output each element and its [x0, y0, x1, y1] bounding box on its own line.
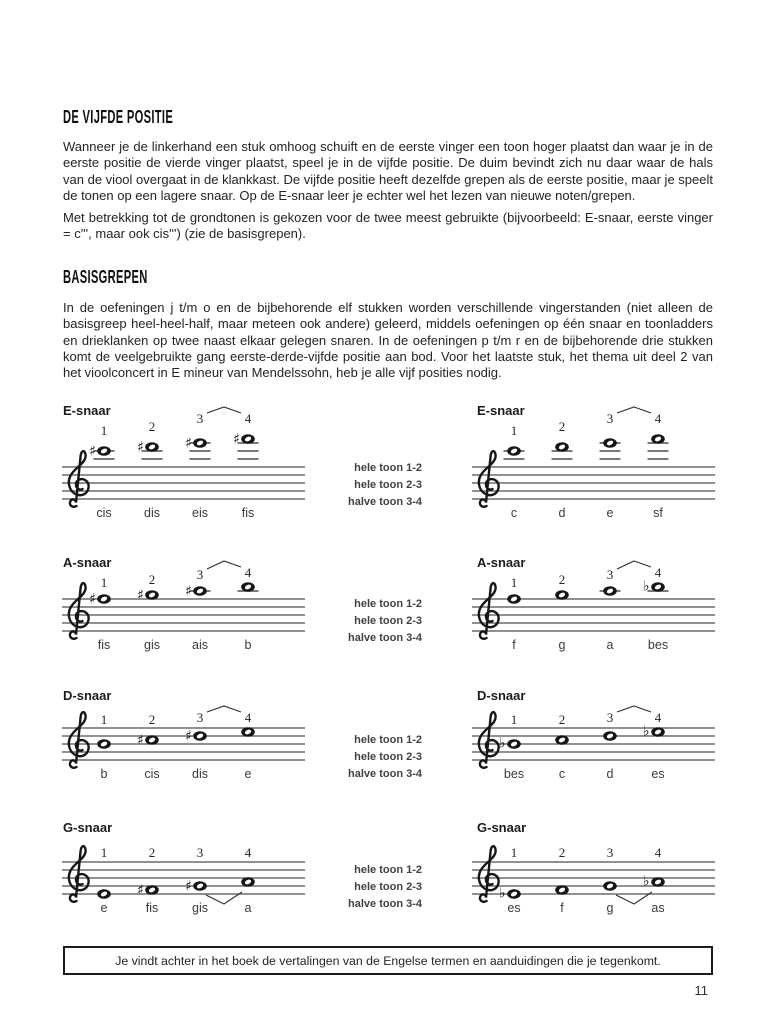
- finger-number: 2: [148, 712, 156, 727]
- paragraph-vijfde-positie-2: Met betrekking tot de grondtonen is gekozen voor de twee meest gebruikte (bijvoorbeeld: E-snaar, eerste vinger = c''', maar ook cis''') (zie de basisgrepen).: [63, 210, 713, 242]
- staff-a-snaar-right: [470, 537, 720, 661]
- note-name: c: [510, 506, 518, 520]
- interval-label-3: halve toon 3-4: [348, 632, 422, 644]
- interval-label-1: hele toon 1-2: [354, 734, 422, 746]
- halftone-marker: [207, 407, 241, 413]
- note-name: cis: [144, 767, 160, 781]
- note-name: g: [558, 638, 566, 652]
- sharp-icon: ♯: [137, 732, 144, 749]
- flat-icon: ♭: [499, 735, 506, 752]
- note-name: g: [606, 901, 614, 915]
- note-name: a: [244, 901, 252, 915]
- finger-number: 2: [148, 572, 156, 587]
- sharp-icon: ♯: [137, 882, 144, 899]
- note-name: es: [507, 901, 521, 915]
- notation-row-e-snaar: [60, 405, 722, 529]
- paragraph-vijfde-positie-1: Wanneer je de linkerhand een stuk omhoog schuift en de eerste vinger een toon hoger plaatst dan waar je in de eerste positie de vierde vinger plaatst, speel je in de vijfde positie. De duim bevindt zich nu daar waar de hals van de viool overgaat in de klankkast. De vijfde positie heeft dezelfde grepen als de eerste positie, maar je speelt de tonen op een lagere snaar. Op de E-snaar leer je echter wel het lezen van nieuwe noten/grepen.: [63, 139, 713, 203]
- staff-g-snaar-right: [470, 800, 720, 924]
- finger-number: 4: [244, 710, 252, 725]
- finger-number: 3: [196, 411, 204, 426]
- note-name: fis: [145, 901, 159, 915]
- finger-number: 1: [100, 712, 108, 727]
- flat-icon: ♭: [499, 885, 506, 902]
- translation-note-text: Je vindt achter in het boek de vertalingen van de Engelse termen en aanduidingen die je tegenkomt.: [115, 953, 661, 968]
- interval-labels: [338, 596, 422, 647]
- finger-number: 4: [654, 845, 662, 860]
- string-label-a-left: A-snaar: [63, 555, 112, 570]
- flat-icon: ♭: [643, 873, 650, 890]
- notation-row-a-snaar: [60, 537, 722, 661]
- finger-number: 1: [510, 712, 518, 727]
- paragraph-basisgrepen-1: In de oefeningen j t/m o en de bijbehorende elf stukken worden verschillende vingerstanden (niet alleen de basisgreep heel-heel-half, maar meteen ook andere) geleerd, middels oefeningen op één snaar en toonladders en drieklanken op twee naast elkaar gelegen snaren. In de oefeningen p t/m r en de bijbehorende drie stukken komt de veelgebruikte gang eerste-derde-vijfde positie aan bod. Voor het laatste stuk, het thema uit deel 2 van het vioolconcert in E mineur van Mendelssohn, heb je alle vijf posities nodig.: [63, 300, 713, 381]
- sharp-icon: ♯: [185, 435, 192, 452]
- finger-number: 4: [244, 411, 252, 426]
- finger-number: 2: [558, 845, 566, 860]
- flat-icon: ♭: [643, 578, 650, 595]
- finger-number: 4: [654, 710, 662, 725]
- finger-number: 2: [558, 712, 566, 727]
- finger-number: 2: [148, 419, 156, 434]
- note-name: gis: [144, 638, 160, 652]
- note-name: es: [651, 767, 665, 781]
- string-label-e-right: E-snaar: [477, 403, 525, 418]
- notation-row-g-snaar: [60, 800, 722, 924]
- finger-number: 3: [196, 845, 204, 860]
- page-number: 11: [694, 983, 708, 998]
- note-name: d: [558, 506, 566, 520]
- finger-number: 4: [244, 565, 252, 580]
- interval-label-2: hele toon 2-3: [354, 881, 422, 893]
- halftone-marker: [207, 561, 241, 569]
- interval-label-2: hele toon 2-3: [354, 751, 422, 763]
- interval-labels: [338, 460, 422, 511]
- note-name: cis: [96, 506, 112, 520]
- staff-e-snaar-right: [470, 405, 720, 529]
- note-name: b: [100, 767, 108, 781]
- finger-number: 1: [510, 845, 518, 860]
- string-label-e-left: E-snaar: [63, 403, 111, 418]
- note-name: e: [244, 767, 252, 781]
- note-name: bes: [503, 767, 525, 781]
- interval-label-2: hele toon 2-3: [354, 479, 422, 491]
- sharp-icon: ♯: [89, 591, 96, 608]
- string-label-d-left: D-snaar: [63, 688, 112, 703]
- note-name: d: [606, 767, 614, 781]
- finger-number: 4: [244, 845, 252, 860]
- interval-label-3: halve toon 3-4: [348, 768, 422, 780]
- interval-label-1: hele toon 1-2: [354, 864, 422, 876]
- sharp-icon: ♯: [137, 439, 144, 456]
- note-name: bes: [647, 638, 669, 652]
- finger-number: 1: [100, 575, 108, 590]
- finger-number: 1: [510, 423, 518, 438]
- staff-a-snaar-left: [60, 537, 310, 661]
- interval-label-2: hele toon 2-3: [354, 615, 422, 627]
- note-name: dis: [192, 767, 208, 781]
- notation-row-d-snaar: [60, 666, 722, 790]
- sharp-icon: ♯: [89, 443, 96, 460]
- note-name: dis: [144, 506, 160, 520]
- halftone-marker: [617, 706, 651, 712]
- sharp-icon: ♯: [185, 728, 192, 745]
- finger-number: 3: [196, 567, 204, 582]
- note-name: fis: [97, 638, 111, 652]
- note-name: ais: [192, 638, 208, 652]
- sharp-icon: ♯: [233, 431, 240, 448]
- finger-number: 2: [148, 845, 156, 860]
- halftone-marker: [617, 407, 651, 413]
- interval-labels: [338, 862, 422, 913]
- note-name: gis: [192, 901, 208, 915]
- sharp-icon: ♯: [185, 583, 192, 600]
- staff-d-snaar-left: [60, 666, 310, 790]
- note-name: fis: [241, 506, 255, 520]
- halftone-marker: [617, 561, 651, 569]
- note-name: sf: [653, 506, 663, 520]
- staff-e-snaar-left: [60, 405, 310, 529]
- flat-icon: ♭: [643, 723, 650, 740]
- string-label-a-right: A-snaar: [477, 555, 526, 570]
- interval-label-1: hele toon 1-2: [354, 462, 422, 474]
- staff-d-snaar-right: [470, 666, 720, 790]
- note-name: e: [100, 901, 108, 915]
- note-name: as: [651, 901, 665, 915]
- sharp-icon: ♯: [137, 587, 144, 604]
- finger-number: 4: [654, 565, 662, 580]
- interval-labels: [338, 732, 422, 783]
- finger-number: 2: [558, 419, 566, 434]
- heading-basisgrepen: BASISGREPEN: [63, 267, 148, 287]
- finger-number: 3: [606, 411, 614, 426]
- note-name: b: [244, 638, 252, 652]
- string-label-g-left: G-snaar: [63, 820, 113, 835]
- finger-number: 1: [510, 575, 518, 590]
- note-name: e: [606, 506, 614, 520]
- finger-number: 1: [100, 845, 108, 860]
- halftone-marker: [207, 706, 241, 712]
- finger-number: 3: [606, 845, 614, 860]
- finger-number: 4: [654, 411, 662, 426]
- finger-number: 3: [606, 710, 614, 725]
- finger-number: 2: [558, 572, 566, 587]
- note-name: f: [512, 638, 516, 652]
- note-name: eis: [192, 506, 208, 520]
- staff-g-snaar-left: [60, 800, 310, 924]
- sharp-icon: ♯: [185, 878, 192, 895]
- translation-note-box: [63, 946, 713, 975]
- note-name: f: [560, 901, 564, 915]
- interval-label-3: halve toon 3-4: [348, 898, 422, 910]
- heading-vijfde-positie: DE VIJFDE POSITIE: [63, 107, 174, 127]
- note-name: a: [606, 638, 614, 652]
- finger-number: 3: [196, 710, 204, 725]
- finger-number: 1: [100, 423, 108, 438]
- finger-number: 3: [606, 567, 614, 582]
- string-label-g-right: G-snaar: [477, 820, 527, 835]
- interval-label-3: halve toon 3-4: [348, 496, 422, 508]
- note-name: c: [558, 767, 566, 781]
- interval-label-1: hele toon 1-2: [354, 598, 422, 610]
- string-label-d-right: D-snaar: [477, 688, 526, 703]
